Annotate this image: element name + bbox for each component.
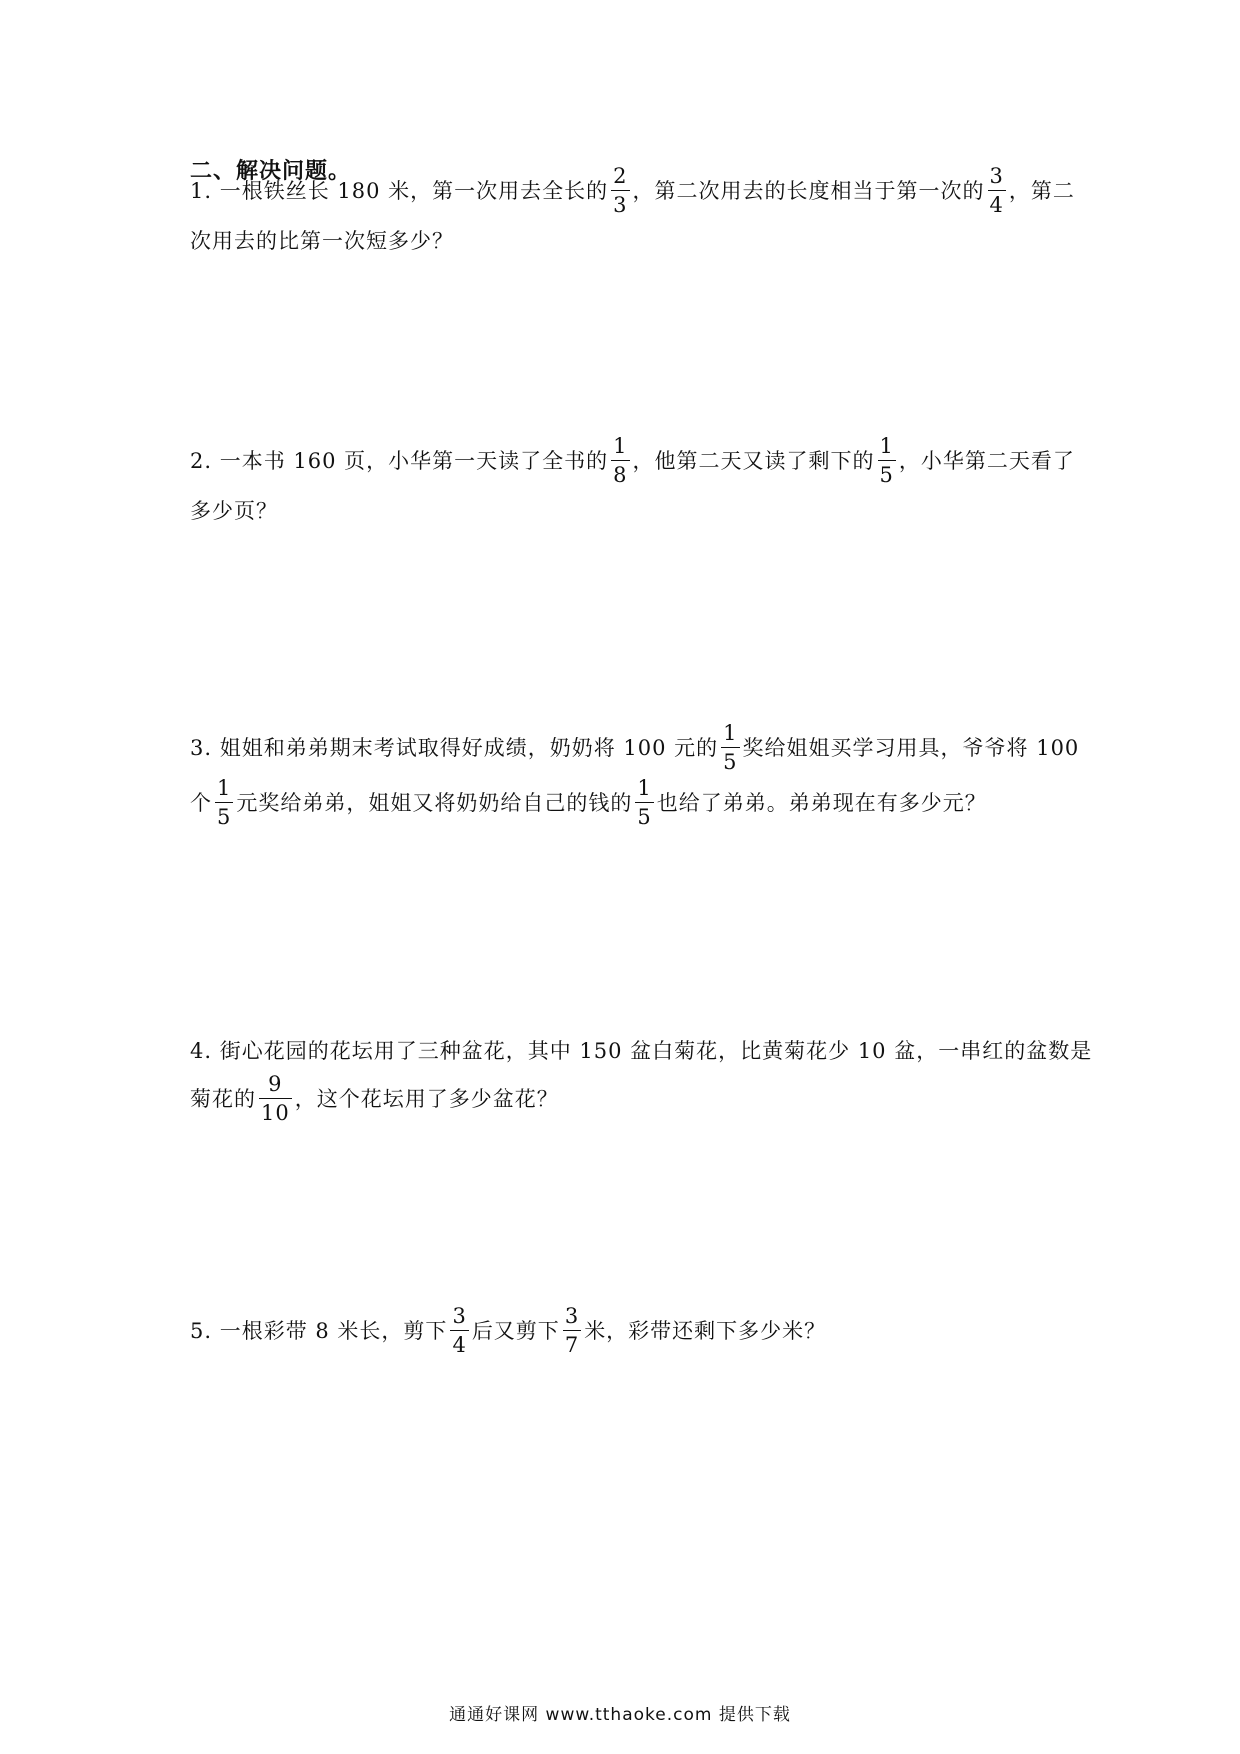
problem-1-line-2	[190, 210, 454, 270]
fraction	[878, 434, 896, 487]
problem-3-line-1	[190, 717, 1079, 777]
fraction	[988, 164, 1006, 217]
fraction	[611, 434, 629, 487]
problem-text: 奖给姐姐买学习用具，爷爷将 100	[742, 736, 1080, 760]
fraction-denominator: 5	[217, 804, 232, 829]
problem-text: 后又剪下	[471, 1319, 560, 1343]
fraction-denominator: 8	[613, 462, 628, 487]
fraction-denominator: 4	[452, 1332, 467, 1357]
fraction-numerator: 3	[989, 163, 1004, 188]
problem-text: 5. 一根彩带 8 米长，剪下	[190, 1319, 448, 1343]
fraction	[450, 1304, 468, 1357]
problem-text: 2. 一本书 160 页，小华第一天读了全书的	[190, 449, 609, 473]
fraction-denominator: 5	[637, 804, 652, 829]
fraction-denominator: 5	[879, 462, 894, 487]
fraction-numerator: 9	[268, 1071, 283, 1096]
problem-text: 3. 姐姐和弟弟期末考试取得好成绩，奶奶将 100 元的	[190, 736, 719, 760]
problem-4-line-2	[190, 1068, 559, 1128]
problem-text: 1. 一根铁丝长 180 米，第一次用去全长的	[190, 179, 609, 203]
problem-text: ，他第二天又读了剩下的	[632, 449, 875, 473]
fraction	[635, 776, 653, 829]
fraction	[611, 164, 629, 217]
fraction-bar	[215, 802, 233, 803]
problem-2-line-2	[190, 480, 278, 540]
fraction-numerator: 1	[879, 433, 894, 458]
fraction-bar	[611, 190, 629, 191]
fraction	[215, 776, 233, 829]
fraction-bar	[450, 1330, 468, 1331]
fraction	[721, 721, 739, 774]
fraction-numerator: 1	[723, 720, 738, 745]
problem-text: 米，彩带还剩下多少米？	[584, 1319, 827, 1343]
problem-text: 元奖给弟弟，姐姐又将奶奶给自己的钱的	[236, 791, 633, 815]
problem-text: 多少页？	[190, 499, 278, 523]
problem-text: ，第二	[1008, 179, 1075, 203]
fraction-numerator: 3	[452, 1303, 467, 1328]
fraction-bar	[611, 460, 629, 461]
fraction	[563, 1304, 581, 1357]
fraction-denominator: 4	[989, 192, 1004, 217]
fraction-bar	[988, 190, 1006, 191]
fraction-bar	[635, 802, 653, 803]
problem-text: 菊花的	[190, 1087, 256, 1111]
fraction-denominator: 10	[261, 1100, 290, 1125]
problem-text: 个	[190, 791, 212, 815]
fraction-numerator: 3	[564, 1303, 580, 1328]
fraction-numerator: 1	[217, 775, 232, 800]
problem-text: 4. 街心花园的花坛用了三种盆花，其中 150 盆白菊花，比黄菊花少 10 盆，一串红的盆数是	[190, 1039, 1093, 1063]
fraction-bar	[878, 460, 896, 461]
fraction-denominator: 5	[723, 749, 738, 774]
fraction-bar	[721, 747, 739, 748]
fraction-denominator: 3	[613, 192, 628, 217]
fraction-bar	[259, 1098, 292, 1099]
problem-text: ，这个花坛用了多少盆花？	[294, 1087, 559, 1111]
fraction-bar	[563, 1330, 581, 1331]
fraction-numerator: 2	[613, 163, 628, 188]
section-heading: 二、解决问题。	[190, 159, 352, 184]
problem-5-line-1	[190, 1300, 826, 1360]
fraction-numerator: 1	[637, 775, 652, 800]
problem-text: ，第二次用去的长度相当于第一次的	[632, 179, 985, 203]
fraction-numerator: 1	[613, 433, 628, 458]
problem-text: 也给了弟弟。弟弟现在有多少元？	[656, 791, 987, 815]
footer-credit: 通通好课网 www.tthaoke.com 提供下载	[449, 1705, 791, 1725]
problem-text: 次用去的比第一次短多少？	[190, 229, 454, 253]
problem-text: ，小华第二天看了	[898, 449, 1075, 473]
fraction-denominator: 7	[564, 1332, 580, 1357]
fraction	[259, 1072, 292, 1125]
problem-2-line-1	[190, 430, 1075, 490]
problem-3-line-2	[190, 772, 987, 832]
